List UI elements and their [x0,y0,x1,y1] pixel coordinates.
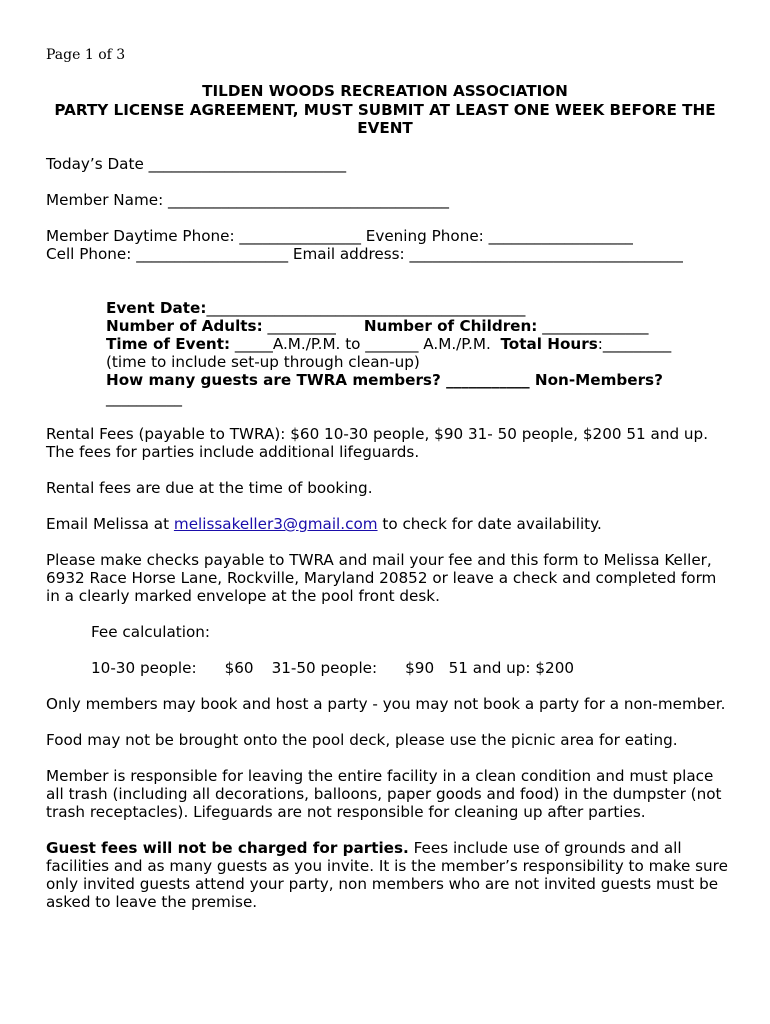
guest-fees-line-4: asked to leave the premise. [46,893,258,911]
guest-fees-bold: Guest fees will not be charged for parties. [46,839,409,857]
email-availability-line [46,515,602,533]
adults-label: Number of Adults: [106,317,263,335]
children-blank[interactable]: ______________ [537,317,649,335]
tier1-value: $60 [224,659,254,677]
cell-email-fields[interactable]: Cell Phone: ____________________ Email address: ____________________________________ [46,245,683,263]
children-label: Number of Children: [363,317,538,335]
member-name-field[interactable]: Member Name: _____________________________________ [46,191,450,209]
time-blank[interactable]: _____A.M./P.M. to _______ A.M./P.M. [230,335,491,353]
phone-fields[interactable]: Member Daytime Phone: ________________ Evening Phone: ___________________ [46,227,633,245]
fees-due-text: Rental fees are due at the time of booking. [46,479,373,497]
trash-line-1: Member is responsible for leaving the entire facility in a clean condition and must place [46,767,714,785]
email-link[interactable]: melissakeller3@gmail.com [173,515,378,533]
time-label: Time of Event: [106,335,231,353]
rental-fees-paragraph [46,425,736,461]
rental-fees-line: Rental Fees (payable to TWRA): $60 10-30 people, $90 31- 50 people, $200 51 and up. [46,425,709,443]
tier1-label: 10-30 people: [91,659,197,677]
total-hours-blank[interactable]: :_________ [597,335,672,353]
event-date-label: Event Date: [106,299,207,317]
checks-line-2: 6932 Race Horse Lane, Rockville, Maryland 20852 or leave a check and completed form [46,569,717,587]
guest-fees-line-3: only invited guests attend your party, non members who are not invited guests must be [46,875,719,893]
page-number: Page 1 of 3 [46,47,126,63]
guest-count-fields[interactable] [106,317,649,335]
tier3: 51 and up: $200 [448,659,575,677]
document-heading [40,82,730,138]
member-guests-label: How many guests are TWRA members? ___________ Non-Members? [106,371,663,389]
email-prefix: Email Melissa at [46,515,174,533]
food-rule: Food may not be brought onto the pool deck, please use the picnic area for eating. [46,731,678,749]
trash-line-3: trash receptacles). Lifeguards are not responsible for cleaning up after parties. [46,803,646,821]
email-suffix: to check for date availability. [377,515,602,533]
trash-rule-paragraph [46,767,736,821]
trash-line-2: all trash (including all decorations, balloons, paper goods and food) in the dumpster (not [46,785,722,803]
members-only-rule: Only members may book and host a party - you may not book a party for a non-member. [46,695,726,713]
guest-fees-line-2: facilities and as many guests as you invite. It is the member’s responsibility to make sure [46,857,728,875]
event-date-blank[interactable]: __________________________________________ [206,299,526,317]
guest-fees-line-1: Fees include use of grounds and all [408,839,682,857]
fee-calculation-tiers [91,659,574,677]
todays-date-field[interactable]: Today’s Date __________________________ [46,155,347,173]
heading-agreement-cont: EVENT [357,119,413,137]
non-members-blank[interactable]: __________ [106,389,182,407]
checks-paragraph [46,551,736,605]
tier2-label: 31-50 people: [271,659,378,677]
heading-agreement: PARTY LICENSE AGREEMENT, MUST SUBMIT AT LEAST ONE WEEK BEFORE THE [54,100,716,119]
rental-fees-lifeguards: The fees for parties include additional lifeguards. [46,443,420,461]
fee-calculation-label: Fee calculation: [91,623,211,641]
guest-fees-paragraph [46,839,736,911]
time-note: (time to include set-up through clean-up) [106,353,420,371]
time-of-event-field[interactable] [106,335,671,353]
event-date-field[interactable] [106,299,525,317]
adults-blank[interactable]: _________ [262,317,336,335]
heading-association: TILDEN WOODS RECREATION ASSOCIATION [202,82,568,100]
total-hours-label: Total Hours [500,335,598,353]
member-guests-field[interactable] [106,371,663,389]
checks-line-3: in a clearly marked envelope at the pool front desk. [46,587,440,605]
checks-line-1: Please make checks payable to TWRA and mail your fee and this form to Melissa Keller, [46,551,712,569]
tier2-value: $90 [405,659,435,677]
